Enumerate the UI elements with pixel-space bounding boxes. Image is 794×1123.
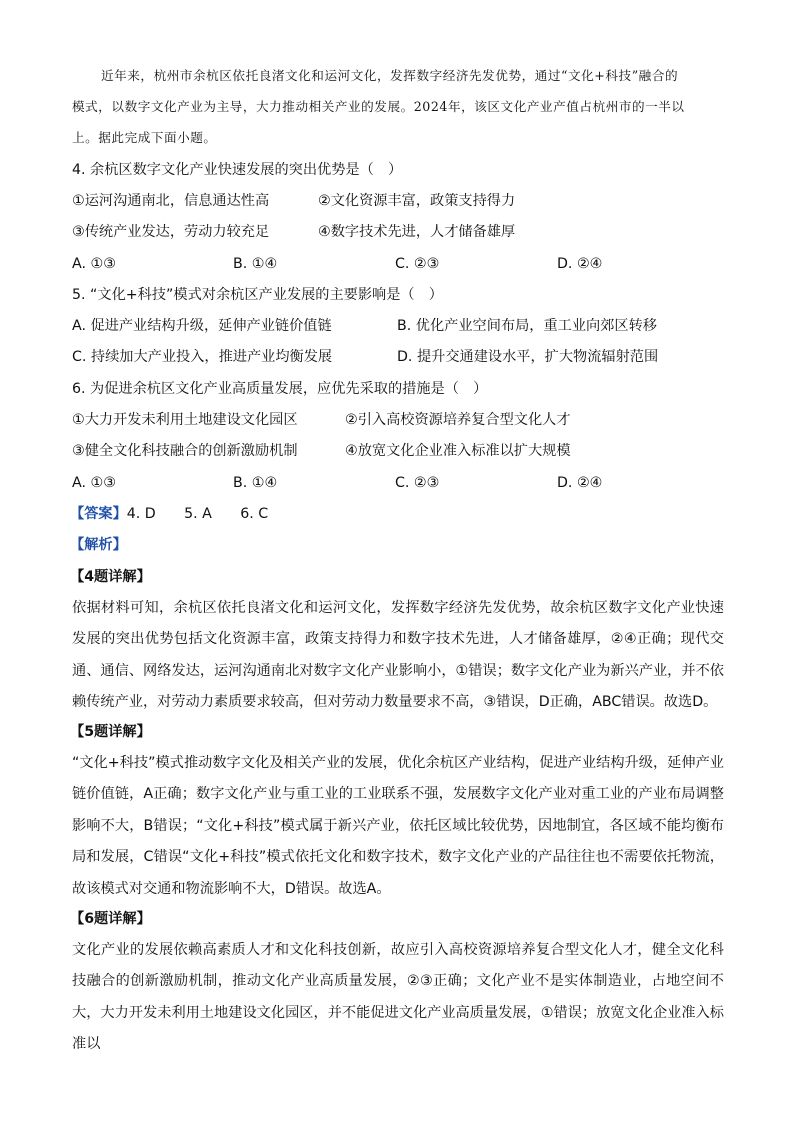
intro-line-1: 近年来，杭州市余杭区依托良渚文化和运河文化，发挥数字经济先发优势，通过“文化+科技”融合的	[101, 68, 679, 83]
q4-stem: 4. 余杭区数字文化产业快速发展的突出优势是（ ）	[72, 162, 403, 178]
q4-detail-text: 依据材料可知，余杭区依托良渚文化和运河文化，发挥数字经济先发优势，故余杭区数字文化产业快速发展的突出优势包括文化资源丰富，政策支持得力和数字技术先进，人才储备雄厚，②④正确；现代交通、通信、网络发达，运河沟通南北对数字文化产业影响小，①错误；数字文化产业为新兴产业，并不依赖传统产业，对劳动力素质要求较高，但对劳动力数量要求不高，③错误，D正确，ABC错误。故选D。	[72, 600, 724, 711]
q4-option-d: D. ②④	[557, 256, 603, 272]
q6-option-d: D. ②④	[557, 475, 603, 491]
q4-statement-3: ③传统产业发达，劳动力较充足	[72, 224, 270, 240]
q5-option-b: B. 优化产业空间布局，重工业向郊区转移	[397, 318, 657, 334]
q6-option-a: A. ①③	[72, 475, 116, 491]
q5-option-d: D. 提升交通建设水平，扩大物流辐射范围	[397, 349, 659, 365]
q6-statement-1: ①大力开发未利用土地建设文化园区	[72, 412, 298, 428]
q5-detail-text: “文化+科技”模式推动数字文化及相关产业的发展，优化余杭区产业结构，促进产业结构升级，延伸产业链价值链，A正确；数字文化产业与重工业的工业联系不强，发展数字文化产业对重工业的产业布局调整影响不大，B错误；“文化+科技”模式属于新兴产业，依托区域比较优势，因地制宜，各区域不能均衡布局和发展，C错误“文化+科技”模式依托文化和数字技术，数字文化产业的产品往往也不需要依托物流，故该模式对交通和物流影响不大，D错误。故选A。	[72, 755, 724, 897]
q4-statement-4: ④数字技术先进，人才储备雄厚	[318, 224, 516, 240]
q6-detail-text: 文化产业的发展依赖高素质人才和文化科技创新，故应引入高校资源培养复合型文化人才，健全文化科技融合的创新激励机制，推动文化产业高质量发展，②③正确；文化产业不是实体制造业，占地空间不大，大力开发未利用土地建设文化园区，并不能促进文化产业高质量发展，①错误；放宽文化企业准入标准以	[72, 942, 724, 1053]
q6-statement-3: ③健全文化科技融合的创新激励机制	[72, 443, 298, 459]
q6-option-b: B. ①④	[233, 475, 278, 491]
answer-line	[70, 504, 268, 524]
intro-line-3: 上。据此完成下面小题。	[72, 130, 217, 145]
q6-stem: 6. 为促进余杭区文化产业高质量发展，应优先采取的措施是（ ）	[72, 381, 488, 397]
q6-option-c: C. ②③	[395, 475, 440, 491]
intro-line-2: 模式，以数字文化产业为主导，大力推动相关产业的发展。2024年，该区文化产业产值占杭州市的一半以	[72, 99, 685, 114]
q6-statement-2: ②引入高校资源培养复合型文化人才	[345, 412, 571, 428]
q4-option-c: C. ②③	[395, 256, 440, 272]
q4-option-b: B. ①④	[233, 256, 278, 272]
q5-option-a: A. 促进产业结构升级，延伸产业链价值链	[72, 318, 332, 334]
answer-label: 【答案】	[70, 506, 127, 522]
q5-detail-heading: 【5题详解】	[70, 724, 151, 740]
analysis-label: 【解析】	[70, 537, 127, 553]
q4-statement-2: ②文化资源丰富，政策支持得力	[318, 193, 516, 209]
q6-statement-4: ④放宽文化企业准入标准以扩大规模	[345, 443, 571, 459]
q5-stem: 5. “文化+科技”模式对余杭区产业发展的主要影响是（ ）	[72, 287, 443, 303]
q4-detail-heading: 【4题详解】	[70, 569, 151, 585]
q5-option-c: C. 持续加大产业投入，推进产业均衡发展	[72, 349, 333, 365]
answer-text: 4. D 5. A 6. C	[126, 506, 269, 522]
q6-detail-heading: 【6题详解】	[70, 911, 151, 927]
q4-option-a: A. ①③	[72, 256, 116, 272]
q4-statement-1: ①运河沟通南北，信息通达性高	[72, 193, 270, 209]
